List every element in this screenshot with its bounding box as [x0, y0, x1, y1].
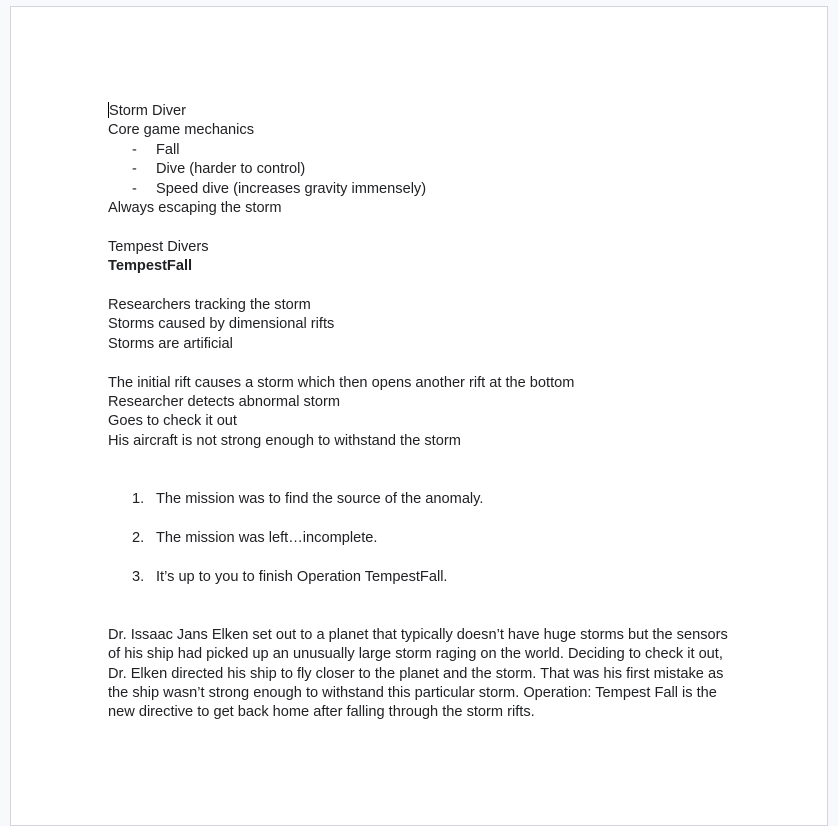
- escape-line[interactable]: Always escaping the storm: [108, 200, 282, 217]
- lore-line[interactable]: Researchers tracking the storm: [108, 297, 311, 314]
- mechanics-heading[interactable]: Core game mechanics: [108, 122, 255, 139]
- document-page[interactable]: [10, 6, 828, 826]
- blank-line[interactable]: [108, 509, 748, 528]
- number-marker: 1.: [132, 491, 145, 508]
- blank-line[interactable]: [108, 587, 748, 606]
- blank-line[interactable]: [108, 354, 748, 373]
- dash-marker: -: [132, 141, 137, 158]
- blank-line[interactable]: [108, 218, 748, 237]
- number-marker: 2.: [132, 529, 145, 546]
- lore-line[interactable]: Storms are artificial: [108, 335, 233, 352]
- blank-line[interactable]: [108, 548, 748, 567]
- paragraph-line[interactable]: of his ship had picked up an unusually large storm raging on the world. Deciding to check it out,: [108, 646, 723, 663]
- list-item[interactable]: [108, 180, 748, 199]
- blank-line[interactable]: [108, 451, 748, 470]
- list-item[interactable]: [108, 160, 748, 179]
- title-text: Storm Diver: [109, 103, 187, 119]
- paragraph-line[interactable]: Dr. Elken directed his ship to fly closer to the planet and the storm. That was his first mistake as: [108, 665, 724, 682]
- paragraph-line[interactable]: Dr. Issaac Jans Elken set out to a planet that typically doesn’t have huge storms but the sensors: [108, 626, 728, 643]
- story-line[interactable]: Goes to check it out: [108, 413, 237, 430]
- name-option-bold[interactable]: TempestFall: [108, 258, 193, 275]
- list-item-text: Fall: [156, 141, 180, 158]
- dash-marker: -: [132, 180, 137, 197]
- story-line[interactable]: His aircraft is not strong enough to withstand the storm: [108, 432, 461, 449]
- lore-line[interactable]: Storms caused by dimensional rifts: [108, 316, 335, 333]
- paragraph-line[interactable]: new directive to get back home after falling through the storm rifts.: [108, 704, 535, 721]
- numbered-item[interactable]: [108, 490, 748, 509]
- document-body[interactable]: [108, 102, 748, 723]
- paragraph-line[interactable]: the ship wasn’t strong enough to withstand this particular storm. Operation: Tempest Fall is the: [108, 685, 717, 702]
- numbered-item-text: It’s up to you to finish Operation TempestFall.: [156, 568, 448, 585]
- list-item-text: Dive (harder to control): [156, 161, 306, 178]
- blank-line[interactable]: [108, 277, 748, 296]
- blank-line[interactable]: [108, 471, 748, 490]
- list-item-text: Speed dive (increases gravity immensely): [156, 180, 427, 197]
- numbered-item[interactable]: [108, 568, 748, 587]
- blank-line[interactable]: [108, 606, 748, 625]
- numbered-item[interactable]: [108, 529, 748, 548]
- number-marker: 3.: [132, 568, 145, 585]
- story-line[interactable]: The initial rift causes a storm which then opens another rift at the bottom: [108, 374, 575, 391]
- list-item[interactable]: [108, 141, 748, 160]
- dash-marker: -: [132, 161, 137, 178]
- title-line[interactable]: [108, 102, 748, 121]
- numbered-item-text: The mission was left…incomplete.: [156, 529, 378, 546]
- numbered-item-text: The mission was to find the source of the anomaly.: [156, 491, 484, 508]
- story-line[interactable]: Researcher detects abnormal storm: [108, 394, 340, 411]
- name-option[interactable]: Tempest Divers: [108, 238, 209, 255]
